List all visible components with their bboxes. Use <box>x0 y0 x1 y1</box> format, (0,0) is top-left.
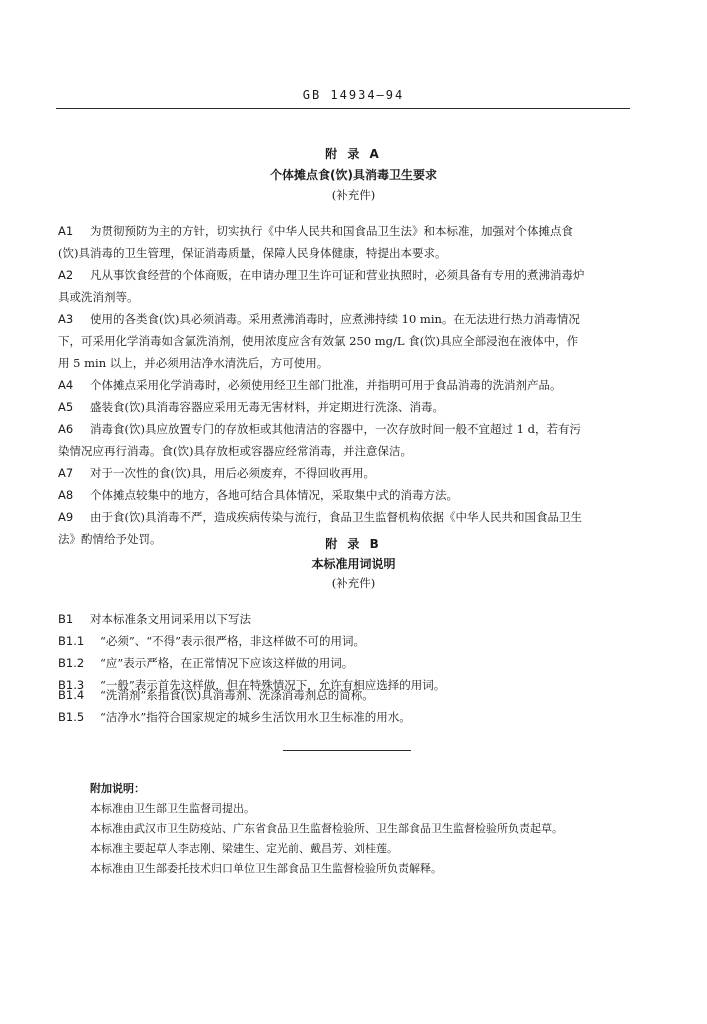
additional-note-line: 本标准由卫生部卫生监督司提出。 <box>90 802 255 815</box>
item-text: 使用的各类食(饮)具必须消毒。采用煮沸消毒时，应煮沸持续 10 min。在无法进行热力消毒情况 <box>90 312 580 326</box>
item-number: A2 <box>58 268 74 282</box>
item-text: “洁净水”指符合国家规定的城乡生活饮用水卫生标准的用水。 <box>100 710 411 724</box>
item-number: B1.2 <box>58 656 85 670</box>
item-text: “应”表示严格，在正常情况下应该这样做的用词。 <box>100 656 354 670</box>
item-number: A9 <box>58 510 74 524</box>
appendix-a-item-a3-cont <box>58 330 630 352</box>
appendix-a-subtitle: 个体摊点食(饮)具消毒卫生要求 <box>270 168 437 182</box>
header-rule <box>56 108 630 109</box>
appendix-a-item-a9 <box>58 506 630 528</box>
item-text: 对于一次性的食(饮)具，用后必须废弃，不得回收再用。 <box>90 466 375 480</box>
appendix-a-item-a3 <box>58 308 630 330</box>
item-text: “洗消剂”系指食(饮)具消毒剂、洗涤消毒剂总的简称。 <box>100 688 374 702</box>
appendix-a-item-a1 <box>58 220 630 242</box>
item-number: A8 <box>58 488 74 502</box>
appendix-b-item-b1-2 <box>58 652 630 674</box>
appendix-b-item-b1-1 <box>58 630 630 652</box>
item-text: 个体摊点较集中的地方，各地可结合具体情况，采取集中式的消毒方法。 <box>90 488 458 502</box>
item-text: “必须”、“不得”表示很严格，非这样做不可的用词。 <box>100 634 366 648</box>
item-text: 具或洗消剂等。 <box>58 290 139 304</box>
item-text: 为贯彻预防为主的方针，切实执行《中华人民共和国食品卫生法》和本标准，加强对个体摊点食 <box>90 224 573 238</box>
item-text: 凡从事饮食经营的个体商贩，在申请办理卫生许可证和营业执照时，必须具备有专用的煮沸消毒炉 <box>90 268 585 282</box>
appendix-b-item-b1-5 <box>58 706 630 728</box>
item-number: A5 <box>58 400 74 414</box>
appendix-a-item-a3-cont2 <box>58 352 630 374</box>
item-number: A7 <box>58 466 74 480</box>
additional-notes-title: 附加说明： <box>90 782 145 795</box>
item-text: 个体摊点采用化学消毒时，必须使用经卫生部门批准，并指明可用于食品消毒的洗消剂产品。 <box>90 378 562 392</box>
appendix-a-title: 附 录 A <box>325 147 382 161</box>
item-text: 下，可采用化学消毒如含氯洗消剂，使用浓度应含有效氯 250 mg/L 食(饮)具应全部浸泡在液体中，作 <box>58 334 579 348</box>
additional-note-line: 本标准由卫生部委托技术归口单位卫生部食品卫生监督检验所负责解释。 <box>90 862 442 875</box>
appendix-a-item-a1-cont <box>58 242 630 264</box>
appendix-a-item-a4 <box>58 374 630 396</box>
appendix-a-item-a2-cont <box>58 286 630 308</box>
item-number: B1.5 <box>58 710 85 724</box>
appendix-a-note: (补充件) <box>331 188 376 202</box>
appendix-b-item-b1-4 <box>58 684 630 706</box>
appendix-b-item-b1 <box>58 608 630 630</box>
item-text: 对本标准条文用词采用以下写法 <box>90 612 251 626</box>
additional-note-line: 本标准主要起草人李志刚、梁建生、定光前、戴昌芳、刘桂莲。 <box>90 842 398 855</box>
appendix-a-item-a5 <box>58 396 630 418</box>
item-number: A3 <box>58 312 74 326</box>
standard-code-header: GB 14934—94 <box>302 88 405 102</box>
appendix-b-subtitle: 本标准用词说明 <box>311 557 396 571</box>
appendix-a-item-a7 <box>58 462 630 484</box>
appendix-b-title: 附 录 B <box>325 537 382 551</box>
section-divider <box>283 750 411 751</box>
appendix-b-note: (补充件) <box>331 576 376 590</box>
item-text: 染情况应再行消毒。食(饮)具存放柜或容器应经常消毒，并注意保洁。 <box>58 444 412 458</box>
appendix-a-item-a6 <box>58 418 630 440</box>
item-text: “一般”表示首先这样做，但在特殊情况下，允许有相应选择的用词。 <box>100 678 446 692</box>
appendix-a-item-a2 <box>58 264 630 286</box>
item-text: (饮)具消毒的卫生管理，保证消毒质量，保障人民身体健康，特提出本要求。 <box>58 246 447 260</box>
item-text: 由于食(饮)具消毒不严，造成疾病传染与流行，食品卫生监督机构依据《中华人民共和国食品卫生 <box>90 510 582 524</box>
appendix-a-item-a8 <box>58 484 630 506</box>
item-number: B1.4 <box>58 688 85 702</box>
item-number: A6 <box>58 422 74 436</box>
item-text: 法》酌情给予处罚。 <box>58 532 162 546</box>
item-number: A1 <box>58 224 74 238</box>
additional-note-line: 本标准由武汉市卫生防疫站、广东省食品卫生监督检验所、卫生部食品卫生监督检验所负责起草。 <box>90 822 563 835</box>
item-text: 用 5 min 以上，并必须用洁净水清洗后，方可使用。 <box>58 356 329 370</box>
item-number: A4 <box>58 378 74 392</box>
appendix-a-item-a6-cont <box>58 440 630 462</box>
item-number: B1.3 <box>58 678 85 692</box>
item-number: B1 <box>58 612 74 626</box>
item-text: 消毒食(饮)具应放置专门的存放柜或其他清洁的容器中，一次存放时间一般不宜超过 1 d，若有污 <box>90 422 581 436</box>
item-text: 盛装食(饮)具消毒容器应采用无毒无害材料，并定期进行洗涤、消毒。 <box>90 400 444 414</box>
item-number: B1.1 <box>58 634 85 648</box>
